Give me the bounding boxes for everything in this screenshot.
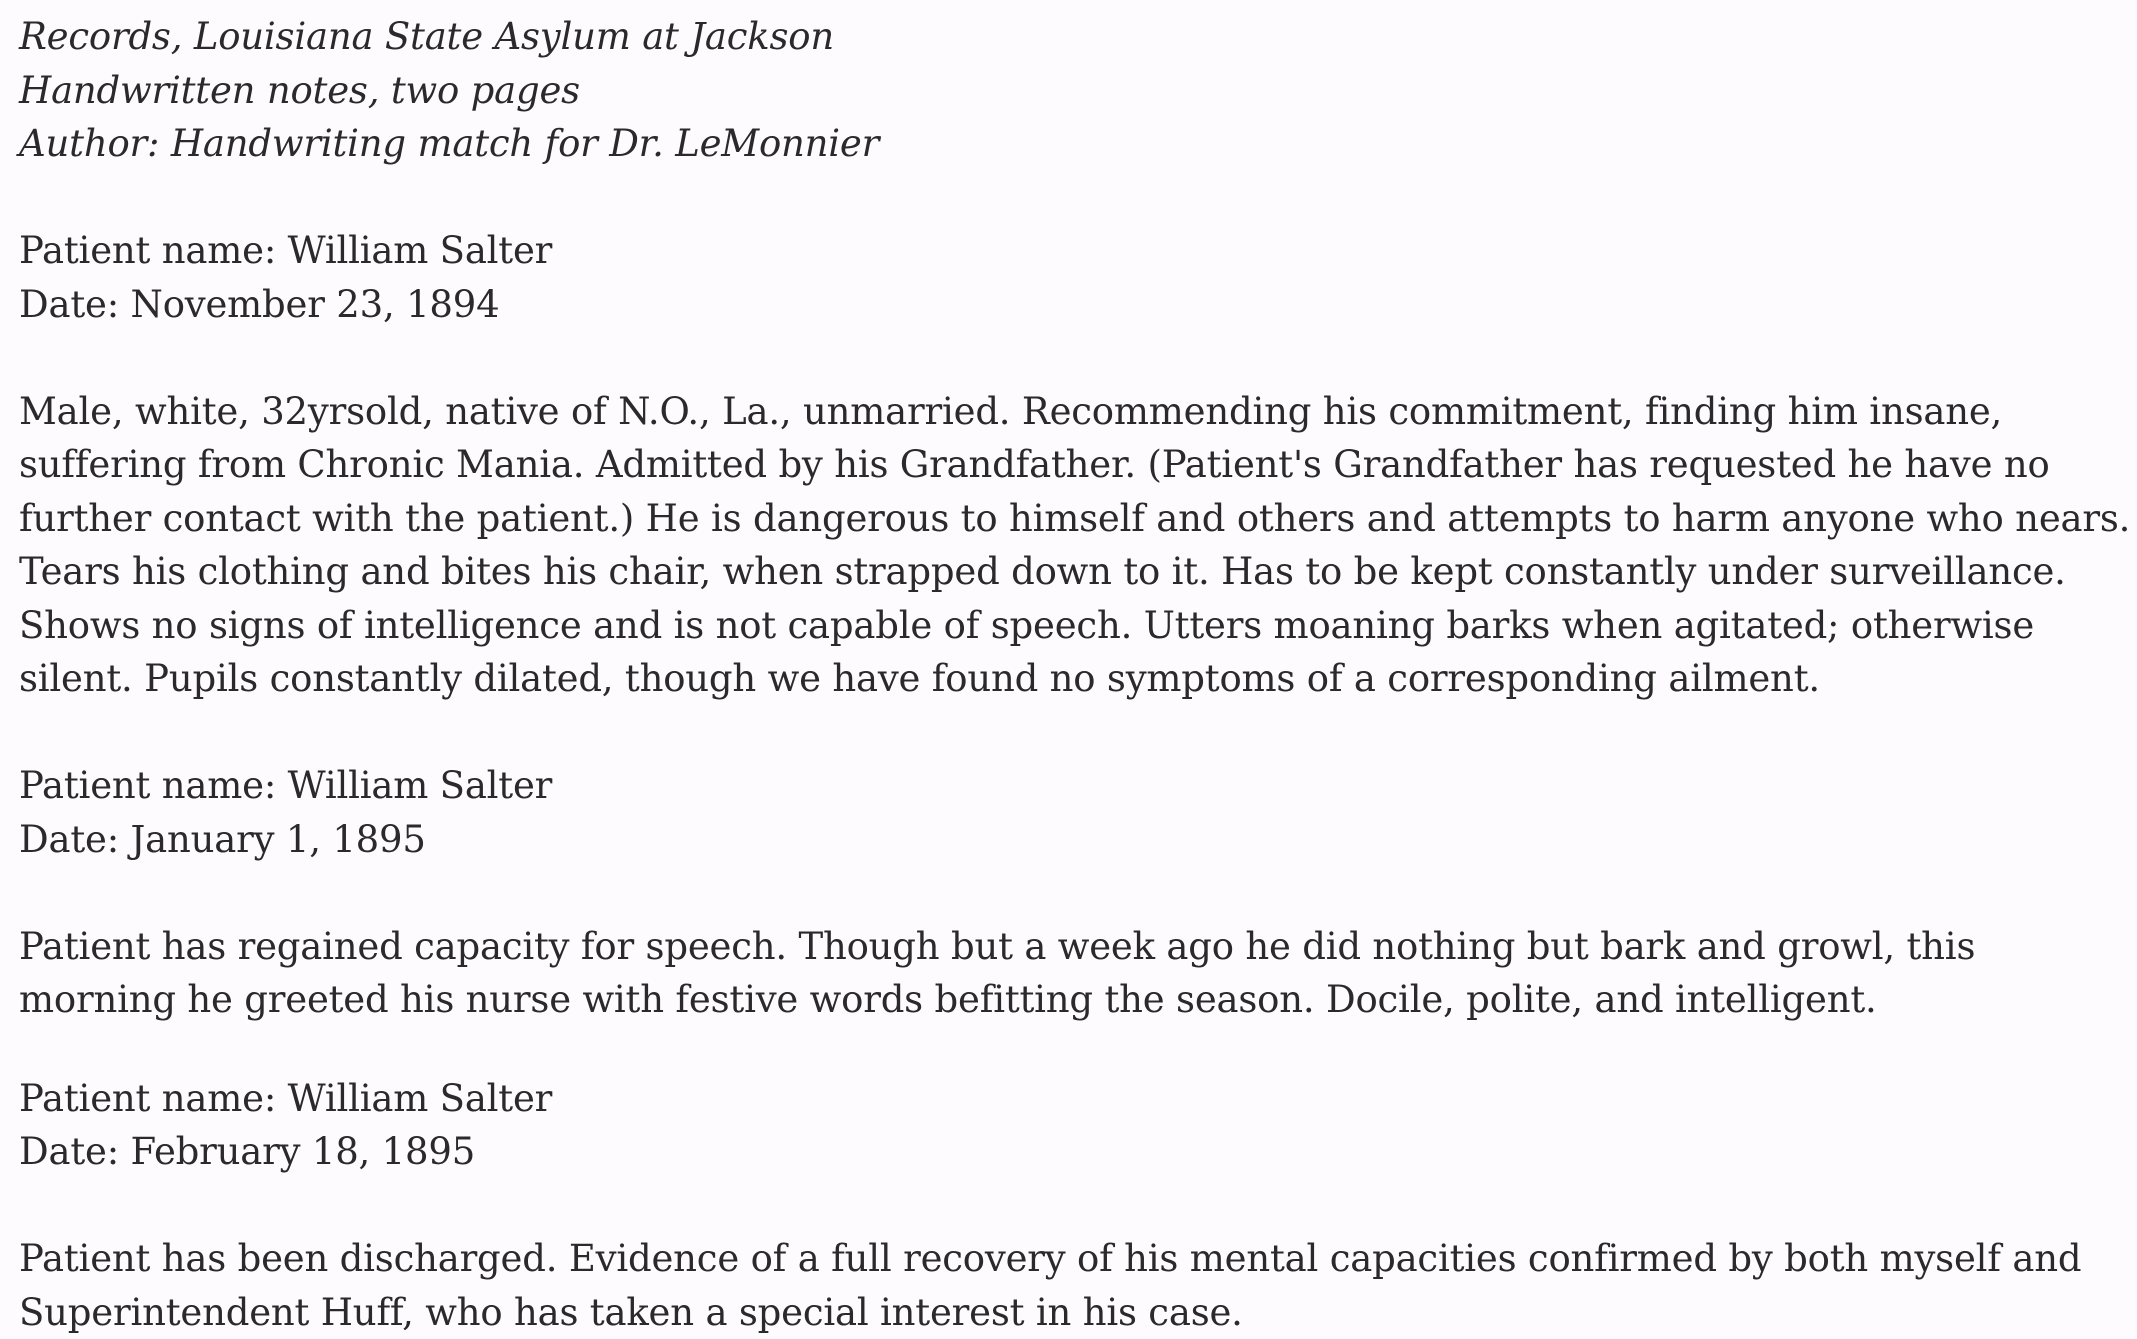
note-line: Patient has regained capacity for speech. Though but a week ago he did nothing but bark and growl, this xyxy=(19,920,2099,974)
header-subtitle: Handwritten notes, two pages xyxy=(19,64,2099,118)
entry-date: Date: February 18, 1895 xyxy=(19,1125,2099,1179)
note-line: Male, white, 32yrsold, native of N.O., La., unmarried. Recommending his commitment, finding him insane, xyxy=(19,385,2099,439)
spacer xyxy=(19,866,2099,920)
note-line: Patient has been discharged. Evidence of a full recovery of his mental capacities confirmed by both myself and xyxy=(19,1232,2099,1286)
patient-name: Patient name: William Salter xyxy=(19,1072,2099,1126)
entry-2 xyxy=(19,759,2099,1027)
note-line: suffering from Chronic Mania. Admitted by his Grandfather. (Patient's Grandfather has requested he have no xyxy=(19,438,2099,492)
entry-1 xyxy=(19,224,2099,706)
header-author: Author: Handwriting match for Dr. LeMonnier xyxy=(19,117,2099,171)
spacer xyxy=(19,1179,2099,1233)
note-line: further contact with the patient.) He is dangerous to himself and others and attempts to harm anyone who nears. xyxy=(19,492,2099,546)
spacer xyxy=(19,706,2099,760)
note-line: Shows no signs of intelligence and is not capable of speech. Utters moaning barks when agitated; otherwise xyxy=(19,599,2099,653)
record-header xyxy=(19,10,2099,171)
document-page xyxy=(19,10,2099,1339)
entry-date: Date: January 1, 1895 xyxy=(19,813,2099,867)
patient-name: Patient name: William Salter xyxy=(19,224,2099,278)
spacer xyxy=(19,1027,2099,1072)
spacer xyxy=(19,331,2099,385)
spacer xyxy=(19,171,2099,225)
entry-3 xyxy=(19,1072,2099,1339)
entry-notes xyxy=(19,385,2099,706)
note-line: silent. Pupils constantly dilated, though we have found no symptoms of a corresponding ailment. xyxy=(19,652,2099,706)
note-line: Tears his clothing and bites his chair, when strapped down to it. Has to be kept constantly under surveillance. xyxy=(19,545,2099,599)
entry-notes xyxy=(19,1232,2099,1339)
header-title: Records, Louisiana State Asylum at Jackson xyxy=(19,10,2099,64)
note-line: morning he greeted his nurse with festive words befitting the season. Docile, polite, and intelligent. xyxy=(19,973,2099,1027)
entry-date: Date: November 23, 1894 xyxy=(19,278,2099,332)
entry-notes xyxy=(19,920,2099,1027)
patient-name: Patient name: William Salter xyxy=(19,759,2099,813)
note-line: Superintendent Huff, who has taken a special interest in his case. xyxy=(19,1286,2099,1339)
